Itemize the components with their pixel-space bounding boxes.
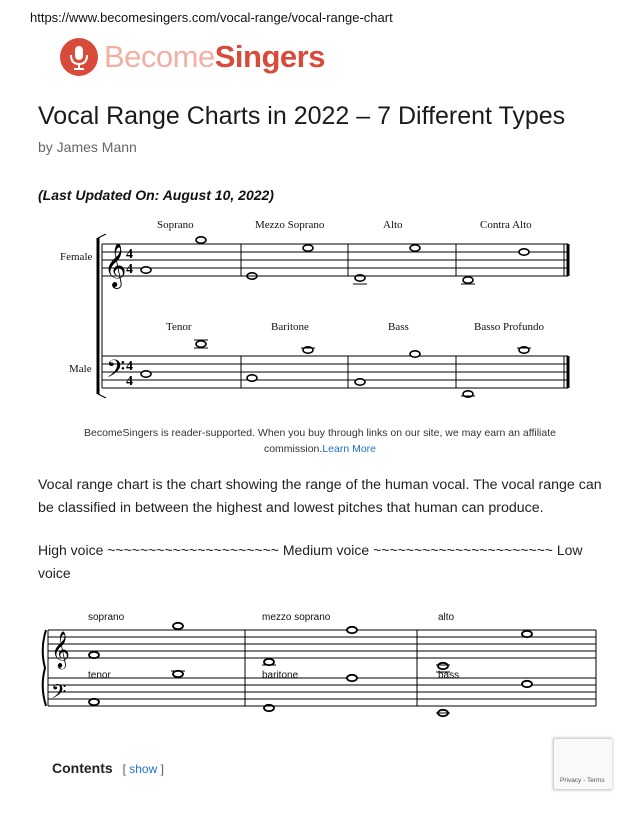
logo-text: BecomeSingers [104, 39, 325, 74]
contents-show-link[interactable]: show [129, 762, 158, 776]
male-label: Male [69, 363, 92, 375]
bass-clef-icon: 𝄢 [51, 680, 67, 708]
female-part-label: Soprano [157, 219, 194, 231]
vocal-range-chart-image [40, 210, 580, 410]
treble-clef-icon: 𝄞 [104, 243, 127, 287]
female-part-label: Mezzo Soprano [255, 219, 325, 231]
bass-clef-icon: 𝄢 [106, 355, 126, 390]
female-part-label: Alto [383, 219, 403, 231]
page-title: Vocal Range Charts in 2022 – 7 Different Types [38, 102, 566, 130]
voice-scale-text: High voice ~~~~~~~~~~~~~~~~~~~~~ Medium voice ~~~~~~~~~~~~~~~~~~~~~~ Low voice [38, 542, 583, 581]
bottom-part-label: baritone [262, 670, 299, 681]
bottom-part-label: bass [438, 670, 460, 681]
recaptcha-badge[interactable]: Privacy - Terms [553, 738, 612, 790]
last-updated: (Last Updated On: August 10, 2022) [38, 187, 274, 203]
male-part-label: Bass [388, 321, 409, 333]
male-part-label: Baritone [271, 321, 309, 333]
microphone-icon [60, 38, 98, 76]
intro-paragraph: Vocal range chart is the chart showing the range of the human vocal. The vocal range can be classified in between the highest and lowest pitches that human can produce. [38, 477, 602, 516]
bottom-part-label: tenor [88, 670, 111, 681]
url-bar[interactable]: https://www.becomesingers.com/vocal-range/vocal-range-chart [30, 10, 393, 25]
female-time-top: 4 [126, 247, 133, 262]
male-time-bottom: 4 [126, 374, 133, 389]
treble-clef-icon: 𝄞 [51, 630, 70, 668]
male-part-label: Tenor [166, 321, 192, 333]
top-part-label: alto [438, 612, 455, 623]
contents-heading: Contents [52, 760, 113, 776]
voice-types-chart-image [40, 604, 600, 722]
affiliate-disclosure: BecomeSingers is reader-supported. When you buy through links on our site, we may earn an affiliate commission.Learn More [84, 427, 556, 455]
learn-more-link[interactable]: Learn More [322, 443, 377, 455]
brace [43, 630, 46, 706]
female-time-bottom: 4 [126, 262, 133, 277]
author-byline: by James Mann [38, 139, 137, 155]
site-logo[interactable] [60, 36, 325, 78]
female-part-label: Contra Alto [480, 219, 532, 231]
male-time-top: 4 [126, 359, 133, 374]
top-part-label: mezzo soprano [262, 612, 331, 623]
contents-show-wrapper: [ show ] [122, 762, 164, 776]
contents-toggle [52, 760, 164, 776]
top-part-label: soprano [88, 612, 125, 623]
male-part-label: Basso Profundo [474, 321, 544, 333]
female-label: Female [60, 251, 93, 263]
